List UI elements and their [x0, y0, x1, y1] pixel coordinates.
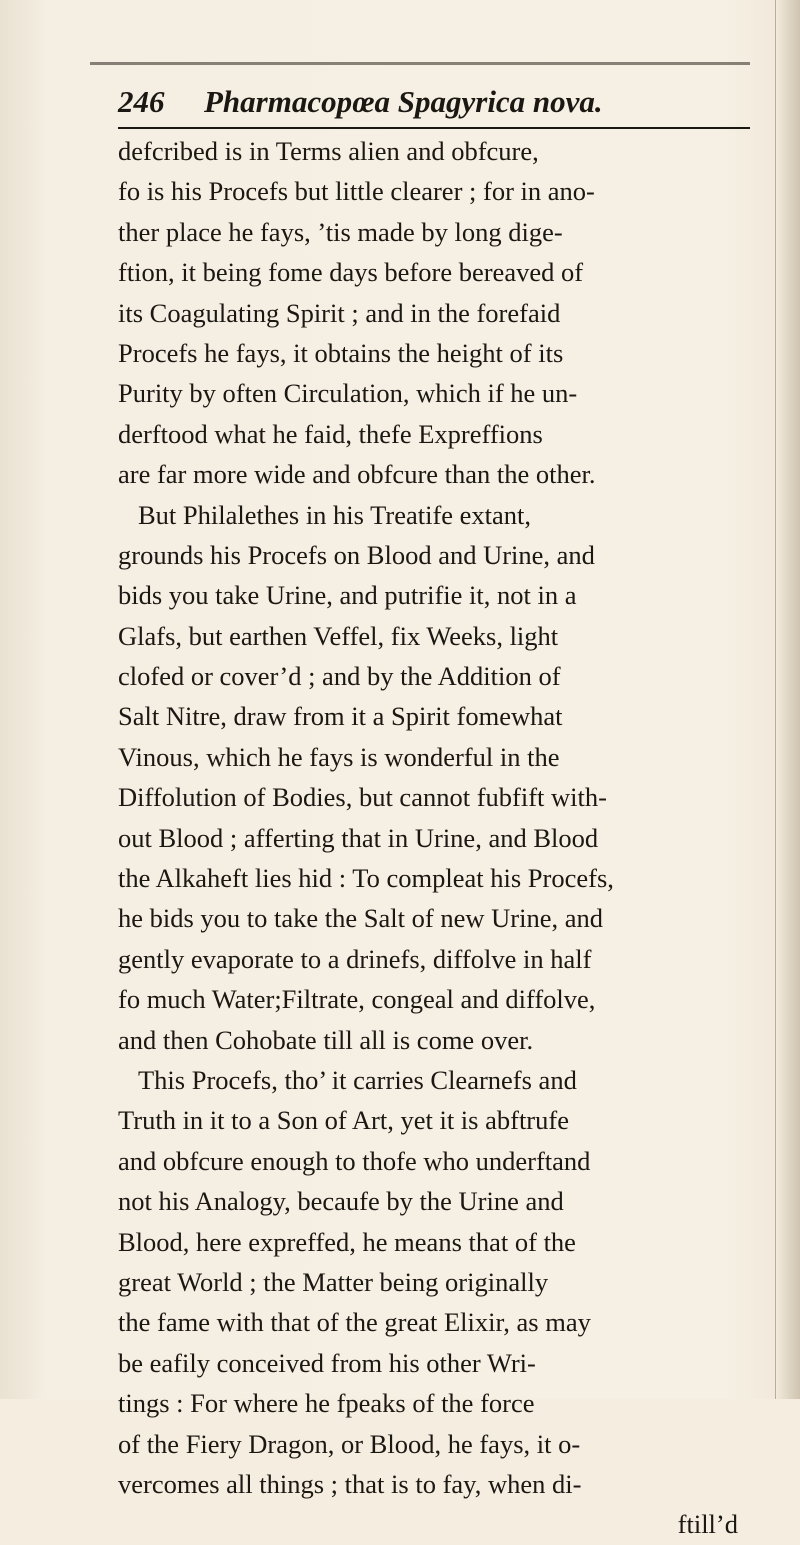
text-line: Purity by often Circulation, which if he un-: [118, 378, 578, 409]
text-line: Diffolution of Bodies, but cannot fubfift with-: [118, 782, 607, 813]
text-line: This Procefs, tho’ it carries Clearnefs and: [138, 1064, 577, 1095]
text-line: out Blood ; afferting that in Urine, and Blood: [118, 822, 599, 853]
text-line: gently evaporate to a drinefs, diffolve in half: [118, 943, 592, 974]
text-line: Vinous, which he fays is wonderful in the: [118, 741, 560, 772]
page-number: 246: [118, 84, 165, 119]
catchword: ftill’d: [677, 1509, 738, 1540]
text-line: Glafs, but earthen Veffel, fix Weeks, light: [118, 620, 559, 651]
text-line: not his Analogy, becaufe by the Urine and: [118, 1186, 564, 1217]
text-line: its Coagulating Spirit ; and in the forefaid: [118, 297, 561, 328]
text-line: Salt Nitre, draw from it a Spirit fomewhat: [118, 701, 563, 732]
previous-page-edge: [90, 62, 750, 83]
text-line: grounds his Procefs on Blood and Urine, and: [118, 539, 595, 570]
text-line: of the Fiery Dragon, or Blood, he fays, it o-: [118, 1428, 581, 1459]
text-line: tings : For where he fpeaks of the force: [118, 1388, 535, 1419]
text-line: are far more wide and obfcure than the other.: [118, 459, 596, 490]
text-line: fo much Water;Filtrate, congeal and diffolve,: [118, 984, 596, 1015]
page-header: [118, 84, 748, 128]
text-line: he bids you to take the Salt of new Urine, and: [118, 903, 603, 934]
text-line: ftion, it being fome days before bereaved of: [118, 257, 584, 288]
text-line: Procefs he fays, it obtains the height of its: [118, 337, 564, 368]
text-line: derftood what he faid, thefe Expreffions: [118, 418, 543, 449]
text-line: and then Cohobate till all is come over.: [118, 1024, 534, 1055]
running-title: Pharmacopœa Spagyrica nova.: [204, 84, 603, 119]
text-line: and obfcure enough to thofe who underftand: [118, 1145, 591, 1176]
text-line: defcribed is in Terms alien and obfcure,: [118, 136, 539, 166]
header-rule: [118, 127, 750, 129]
text-line: fo is his Procefs but little clearer ; for in ano-: [118, 176, 595, 207]
text-line: great World ; the Matter being originally: [118, 1266, 549, 1297]
text-line: Truth in it to a Son of Art, yet it is abftrufe: [118, 1105, 569, 1136]
text-line: ther place he fays, ’tis made by long dige-: [118, 216, 563, 247]
text-line: Blood, here expreffed, he means that of the: [118, 1226, 576, 1257]
text-line: the Alkaheft lies hid : To compleat his Procefs,: [118, 863, 614, 894]
text-line: But Philalethes in his Treatife extant,: [138, 499, 532, 530]
text-line: clofed or cover’d ; and by the Addition of: [118, 661, 561, 692]
page-edge: [775, 0, 800, 1399]
body-text: [118, 131, 768, 1545]
text-line: the fame with that of the great Elixir, as may: [118, 1307, 591, 1338]
text-line: bids you take Urine, and putrifie it, not in a: [118, 580, 577, 611]
text-line: vercomes all things ; that is to fay, when di-: [118, 1468, 582, 1499]
text-line: be eafily conceived from his other Wri-: [118, 1347, 536, 1378]
